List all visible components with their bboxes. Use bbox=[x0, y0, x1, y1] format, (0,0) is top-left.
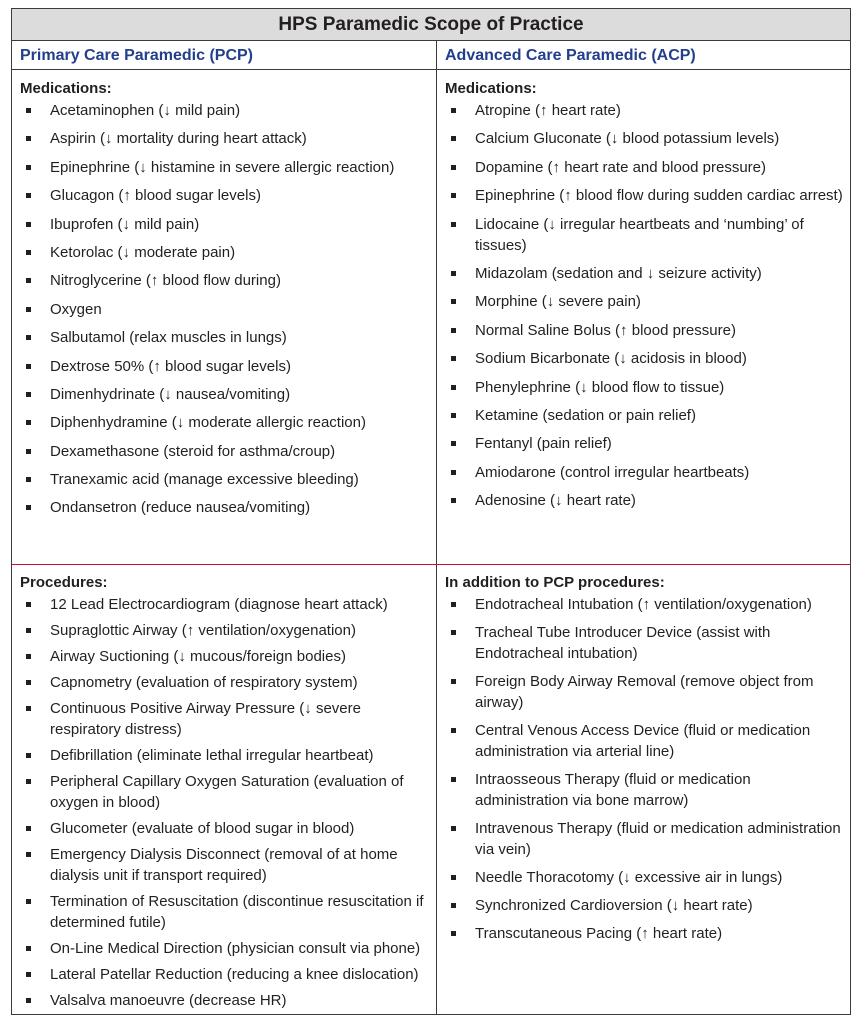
pcp-procedure-item: Lateral Patellar Reduction (reducing a knee dislocation) bbox=[20, 964, 434, 985]
pcp-procedure-item: Supraglottic Airway (↑ ventilation/oxygenation) bbox=[20, 620, 434, 641]
pcp-medication-item: Dimenhydrinate (↓ nausea/vomiting) bbox=[20, 384, 430, 405]
acp-medications-section bbox=[445, 78, 845, 518]
pcp-medication-item: Acetaminophen (↓ mild pain) bbox=[20, 100, 430, 121]
pcp-procedure-item: Termination of Resuscitation (discontinue resuscitation if determined futile) bbox=[20, 891, 434, 933]
acp-procedures-title: In addition to PCP procedures: bbox=[445, 574, 665, 591]
pcp-procedure-item: Peripheral Capillary Oxygen Saturation (evaluation of oxygen in blood) bbox=[20, 771, 434, 813]
pcp-medication-item: Ketorolac (↓ moderate pain) bbox=[20, 242, 430, 263]
acp-procedure-item: Intraosseous Therapy (fluid or medication administration via bone marrow) bbox=[445, 769, 845, 811]
pcp-procedure-item: Emergency Dialysis Disconnect (removal of at home dialysis unit if transport required) bbox=[20, 844, 434, 886]
pcp-medication-item: Ondansetron (reduce nausea/vomiting) bbox=[20, 497, 430, 518]
pcp-medication-item: Aspirin (↓ mortality during heart attack) bbox=[20, 128, 430, 149]
pcp-procedure-item: 12 Lead Electrocardiogram (diagnose heart attack) bbox=[20, 594, 434, 615]
acp-medication-item: Amiodarone (control irregular heartbeats) bbox=[445, 462, 845, 483]
acp-medication-item: Phenylephrine (↓ blood flow to tissue) bbox=[445, 377, 845, 398]
acp-procedure-item: Needle Thoracotomy (↓ excessive air in lungs) bbox=[445, 867, 845, 888]
acp-medications-list bbox=[445, 100, 845, 511]
acp-procedure-item: Intravenous Therapy (fluid or medication administration via vein) bbox=[445, 818, 845, 860]
acp-medication-item: Morphine (↓ severe pain) bbox=[445, 291, 845, 312]
pcp-medication-item: Glucagon (↑ blood sugar levels) bbox=[20, 185, 430, 206]
acp-procedure-item: Central Venous Access Device (fluid or medication administration via arterial line) bbox=[445, 720, 845, 762]
pcp-medications-list bbox=[20, 100, 430, 518]
pcp-medication-item: Dexamethasone (steroid for asthma/croup) bbox=[20, 441, 430, 462]
pcp-medication-item: Dextrose 50% (↑ blood sugar levels) bbox=[20, 356, 430, 377]
acp-column-header: Advanced Care Paramedic (ACP) bbox=[437, 41, 850, 70]
pcp-medication-item: Oxygen bbox=[20, 299, 430, 320]
pcp-procedure-item: Continuous Positive Airway Pressure (↓ severe respiratory distress) bbox=[20, 698, 434, 740]
pcp-procedures-section bbox=[20, 572, 434, 1016]
acp-medication-item: Epinephrine (↑ blood flow during sudden cardiac arrest) bbox=[445, 185, 845, 206]
acp-medications-title: Medications: bbox=[445, 80, 537, 97]
pcp-medication-item: Salbutamol (relax muscles in lungs) bbox=[20, 327, 430, 348]
acp-medication-item: Sodium Bicarbonate (↓ acidosis in blood) bbox=[445, 348, 845, 369]
acp-procedure-item: Tracheal Tube Introducer Device (assist with Endotracheal intubation) bbox=[445, 622, 845, 664]
acp-medication-item: Calcium Gluconate (↓ blood potassium levels) bbox=[445, 128, 845, 149]
section-divider bbox=[12, 564, 850, 565]
acp-medication-item: Dopamine (↑ heart rate and blood pressure) bbox=[445, 157, 845, 178]
pcp-medication-item: Ibuprofen (↓ mild pain) bbox=[20, 214, 430, 235]
acp-medication-item: Lidocaine (↓ irregular heartbeats and ‘numbing’ of tissues) bbox=[445, 214, 845, 256]
pcp-procedure-item: Airway Suctioning (↓ mucous/foreign bodies) bbox=[20, 646, 434, 667]
column-divider bbox=[436, 41, 437, 1015]
acp-medication-item: Fentanyl (pain relief) bbox=[445, 433, 845, 454]
scope-table bbox=[11, 8, 851, 1015]
acp-medication-item: Normal Saline Bolus (↑ blood pressure) bbox=[445, 320, 845, 341]
acp-procedures-section bbox=[445, 572, 845, 951]
pcp-procedure-item: Glucometer (evaluate of blood sugar in blood) bbox=[20, 818, 434, 839]
pcp-medications-title: Medications: bbox=[20, 80, 112, 97]
pcp-procedure-item: Defibrillation (eliminate lethal irregular heartbeat) bbox=[20, 745, 434, 766]
acp-medication-item: Ketamine (sedation or pain relief) bbox=[445, 405, 845, 426]
pcp-medication-item: Nitroglycerine (↑ blood flow during) bbox=[20, 270, 430, 291]
pcp-medication-item: Tranexamic acid (manage excessive bleeding) bbox=[20, 469, 430, 490]
table-title: HPS Paramedic Scope of Practice bbox=[12, 9, 850, 41]
pcp-procedure-item: Valsalva manoeuvre (decrease HR) bbox=[20, 990, 434, 1011]
acp-medication-item: Adenosine (↓ heart rate) bbox=[445, 490, 845, 511]
pcp-medications-section bbox=[20, 78, 430, 526]
pcp-procedure-item: Capnometry (evaluation of respiratory system) bbox=[20, 672, 434, 693]
acp-medication-item: Midazolam (sedation and ↓ seizure activity) bbox=[445, 263, 845, 284]
acp-procedure-item: Endotracheal Intubation (↑ ventilation/oxygenation) bbox=[445, 594, 845, 615]
acp-procedure-item: Synchronized Cardioversion (↓ heart rate) bbox=[445, 895, 845, 916]
acp-procedure-item: Transcutaneous Pacing (↑ heart rate) bbox=[445, 923, 845, 944]
acp-medication-item: Atropine (↑ heart rate) bbox=[445, 100, 845, 121]
pcp-procedures-title: Procedures: bbox=[20, 574, 108, 591]
pcp-medication-item: Diphenhydramine (↓ moderate allergic reaction) bbox=[20, 412, 430, 433]
acp-procedures-list bbox=[445, 594, 845, 944]
acp-procedure-item: Foreign Body Airway Removal (remove object from airway) bbox=[445, 671, 845, 713]
pcp-column-header: Primary Care Paramedic (PCP) bbox=[12, 41, 436, 70]
pcp-medication-item: Epinephrine (↓ histamine in severe allergic reaction) bbox=[20, 157, 430, 178]
pcp-procedures-list bbox=[20, 594, 434, 1011]
pcp-procedure-item: On-Line Medical Direction (physician consult via phone) bbox=[20, 938, 434, 959]
